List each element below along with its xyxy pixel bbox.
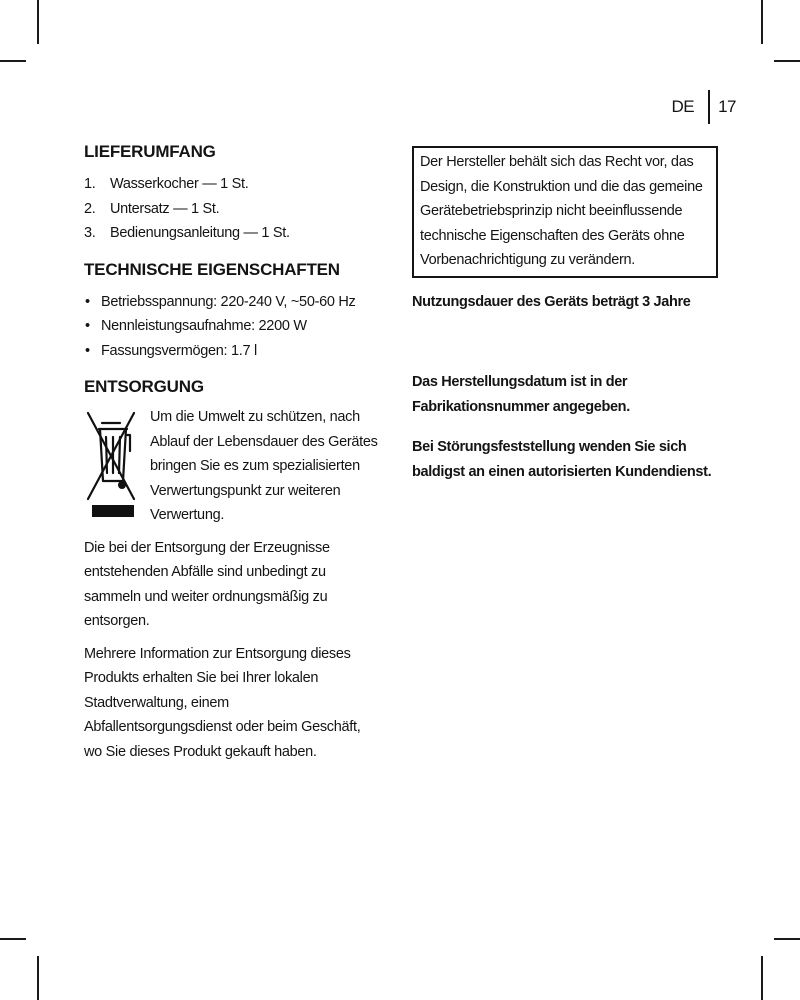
crop-mark-top-left-horizontal: [0, 60, 26, 62]
crop-mark-top-right-vertical: [761, 0, 763, 44]
language-code: DE: [671, 97, 695, 116]
left-column: [84, 140, 378, 764]
list-text: Wasserkocher — 1 St.: [110, 176, 249, 192]
technical-specs-list: [84, 290, 378, 364]
page-number: 17: [718, 97, 736, 116]
list-item: [84, 314, 378, 339]
list-number: 2.: [84, 200, 96, 217]
scope-of-delivery-list: [84, 172, 378, 246]
service-contact-note: Bei Störungsfeststellung wenden Sie sich baldigst an einen autorisierten Kundendienst.: [412, 439, 712, 480]
right-column: [412, 146, 718, 484]
spec-text: Betriebsspannung: 220-240 V, ~50-60 Hz: [101, 293, 356, 310]
design-change-notice-box: [412, 146, 718, 278]
manufacture-date-note: Das Herstellungsdatum ist in der Fabrikationsnummer angegeben.: [412, 374, 630, 415]
crop-mark-top-left-vertical: [37, 0, 39, 44]
list-number: 1.: [84, 176, 96, 192]
list-text: Bedienungsanleitung — 1 St.: [110, 225, 290, 241]
crop-mark-bottom-left-vertical: [37, 956, 39, 1000]
header-divider: [708, 90, 710, 124]
spec-text: Nennleistungsaufnahme: 2200 W: [101, 318, 307, 334]
crossed-out-wheelie-bin-icon: [86, 411, 136, 523]
crop-mark-top-right-horizontal: [774, 60, 800, 62]
disposal-paragraph-3: Mehrere Information zur Entsorgung dieses Produkts erhalten Sie bei Ihrer lokalen Stadtverwaltung, einem Abfallentsorgungsdienst oder beim Geschäft, wo Sie dieses Produkt gekauft haben.: [84, 645, 361, 760]
crop-mark-bottom-right-horizontal: [774, 938, 800, 940]
disposal-paragraph-2: Die bei der Entsorgung der Erzeugnisse entstehenden Abfälle sind unbedingt zu sammeln und weiter ordnungsmäßig zu entsorgen.: [84, 539, 330, 629]
page-header: [671, 90, 736, 124]
list-item: [84, 290, 378, 315]
list-item: [84, 172, 378, 197]
design-change-notice: Der Hersteller behält sich das Recht vor, das Design, die Konstruktion und die das gemeine Gerätebetriebsprinzip nicht beeinflussende technische Eigenschaften des Geräts ohne Vorbenachrichtigung zu verändern.: [420, 154, 703, 268]
service-life-note: Nutzungsdauer des Geräts beträgt 3 Jahre: [412, 293, 691, 310]
list-item: [84, 339, 378, 364]
bullet: •: [85, 293, 90, 310]
crop-mark-bottom-left-horizontal: [0, 938, 26, 940]
scope-of-delivery-heading: LIEFERUMFANG: [84, 142, 216, 161]
list-item: [84, 197, 378, 222]
disposal-icon-bar: [92, 505, 134, 517]
disposal-heading: ENTSORGUNG: [84, 377, 204, 396]
spec-text: Fassungsvermögen: 1.7 l: [101, 342, 257, 359]
list-text: Untersatz — 1 St.: [110, 200, 220, 217]
bullet: •: [85, 342, 90, 359]
list-number: 3.: [84, 225, 96, 241]
technical-specs-heading: TECHNISCHE EIGENSCHAFTEN: [84, 259, 340, 279]
list-item: [84, 221, 378, 246]
disposal-paragraph-1: Um die Umwelt zu schützen, nach Ablauf der Lebensdauer des Gerätes bringen Sie es zum spezialisierten Verwertungspunkt zur weiteren Verwertung.: [150, 409, 378, 523]
disposal-section: [84, 405, 378, 764]
crop-mark-bottom-right-vertical: [761, 956, 763, 1000]
bullet: •: [85, 318, 90, 334]
